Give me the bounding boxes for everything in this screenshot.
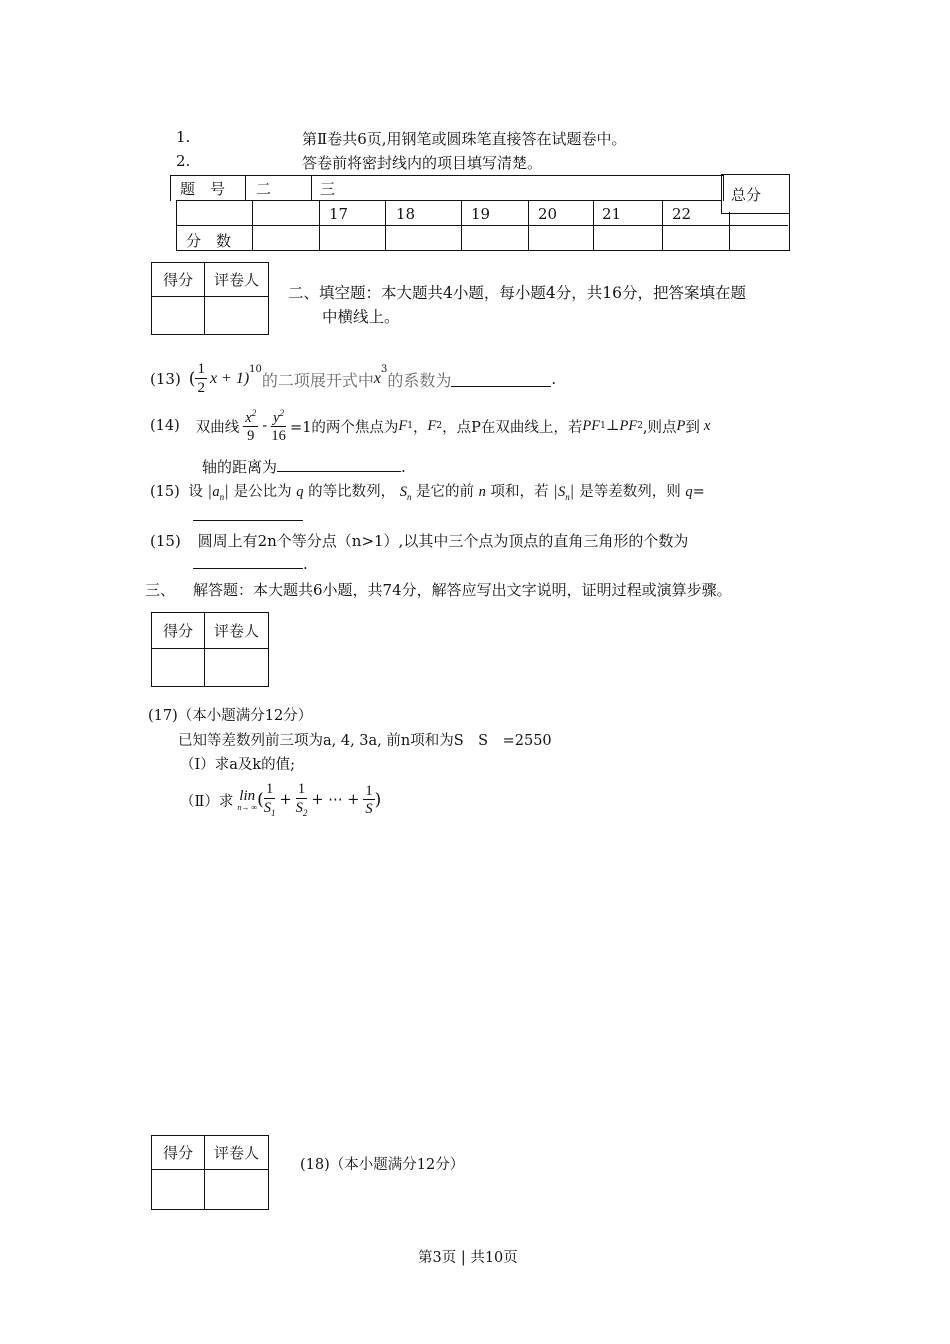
- col-18: 18: [396, 205, 416, 223]
- q14-number: (14): [150, 418, 180, 434]
- q14-answer-blank[interactable]: [277, 457, 401, 472]
- q18-heading: (18)（本小题满分12分）: [300, 1157, 465, 1173]
- grader-box-3: [151, 1135, 269, 1210]
- q17-part-2: （Ⅱ）求 lin n→ ∞ ( $\frac{1}{S_1}$ + $\frac{1}{S_2}$ + ⋯ + $\frac{1}{S}$ ): [180, 781, 382, 818]
- q15b-answer-blank[interactable]: [193, 554, 303, 569]
- grader-score-cell: [152, 649, 205, 687]
- q17-limit: lin: [239, 787, 256, 804]
- grader-defen: 得分: [152, 1136, 205, 1170]
- header-total: 总分: [731, 186, 762, 204]
- grader-defen: 得分: [152, 613, 205, 649]
- q15a-answer-blank[interactable]: [193, 505, 303, 521]
- grader-defen: 得分: [152, 263, 205, 297]
- page-footer: 第3页 | 共10页: [418, 1250, 518, 1266]
- q17-frac-s: $\frac{1}{S}$: [365, 782, 373, 817]
- q15b-answer-line: .: [193, 554, 308, 573]
- q13-answer-blank[interactable]: [451, 372, 551, 387]
- q13-fraction: $\frac{1}{2}$: [197, 361, 205, 396]
- col-20: 20: [538, 205, 558, 223]
- q14-fraction-x: $\frac{x^2}{9}$: [245, 407, 257, 444]
- q13-number: (13): [150, 370, 181, 388]
- q17-body: 已知等差数列前三项为a, 4, 3a, 前n项和为S S =2550: [178, 733, 552, 749]
- q17-heading: (17)（本小题满分12分）: [148, 708, 313, 724]
- col-21: 21: [602, 205, 622, 223]
- header-san: 三: [320, 180, 336, 198]
- q14-fraction-y: $\frac{y^2}{16}$: [271, 407, 286, 444]
- question-13: (13) ( $\frac{1}{2}$ x + 1) $^{10}$ 的二项展开式中 x $^3$ 的系数为 .: [150, 361, 557, 396]
- grader-pingjuanren: 评卷人: [205, 263, 269, 297]
- question-15b: (15) 圆周上有2n个等分点（n>1）,以其中三个点为顶点的直角三角形的个数为: [150, 532, 689, 550]
- grader-box-1: [151, 262, 269, 335]
- section-2-title-cont: 中横线上。: [322, 308, 400, 326]
- header-tihao: 题 号: [180, 180, 226, 198]
- grader-pingjuanren: 评卷人: [205, 613, 269, 649]
- grader-name-cell: [205, 649, 269, 687]
- question-14: (14) 双曲线 $\frac{x^2}{9}$ - $\frac{y^2}{16}$ =1的两个焦点为 F 1 ， F 2 ，点P在双曲线上，若 PF 1 ⊥ PF 2 ,则点 P 到 x: [150, 407, 711, 444]
- q13-expr: x + 1): [209, 370, 250, 387]
- header-er: 二: [256, 180, 272, 198]
- grader-name-cell: [205, 1170, 269, 1210]
- section-2-title: 二、填空题：本大题共4小题，每小题4分，共16分，把答案填在题: [288, 284, 746, 302]
- col-19: 19: [471, 205, 491, 223]
- col-22: 22: [672, 205, 692, 223]
- col-17: 17: [329, 205, 349, 223]
- q17-frac-s2: $\frac{1}{S_2}$: [295, 781, 308, 818]
- q13-exponent: 10: [249, 364, 262, 375]
- grader-score-cell: [152, 297, 205, 335]
- grader-pingjuanren: 评卷人: [205, 1136, 269, 1170]
- section-3-title: 三、 解答题：本大题共6小题，共74分，解答应写出文字说明，证明过程或演算步骤。: [145, 581, 732, 599]
- row-fenshu: 分 数: [186, 232, 232, 250]
- grader-score-cell: [152, 1170, 205, 1210]
- grader-name-cell: [205, 297, 269, 335]
- q17-part-1: （Ⅰ）求a及k的值;: [180, 757, 296, 773]
- q17-frac-s1: $\frac{1}{S_1}$: [263, 781, 276, 818]
- grader-box-2: [151, 612, 269, 687]
- note-2: [176, 152, 543, 172]
- note-1-text: 第Ⅱ卷共6页,用钢笔或圆珠笔直接答在试题卷中。: [302, 130, 627, 148]
- q15a-number: (15): [150, 484, 180, 500]
- question-15a: (15) 设 $|a_n|$ 是公比为 q 的等比数列， $S_n$ 是它的前 n 项和，若 $|S_n|$ 是等差数列，则 q=: [150, 484, 705, 502]
- note-2-text: 答卷前将密封线内的项目填写清楚。: [302, 154, 543, 172]
- note-1-number: 1.: [176, 128, 191, 146]
- q13-text: 的二项展开式中: [261, 370, 374, 390]
- question-14-line2: 轴的距离为 .: [202, 458, 406, 476]
- note-2-number: 2.: [176, 152, 191, 170]
- q13-text-2: 的系数为: [387, 370, 452, 390]
- note-1: [176, 128, 627, 148]
- q15b-number: (15): [150, 532, 181, 550]
